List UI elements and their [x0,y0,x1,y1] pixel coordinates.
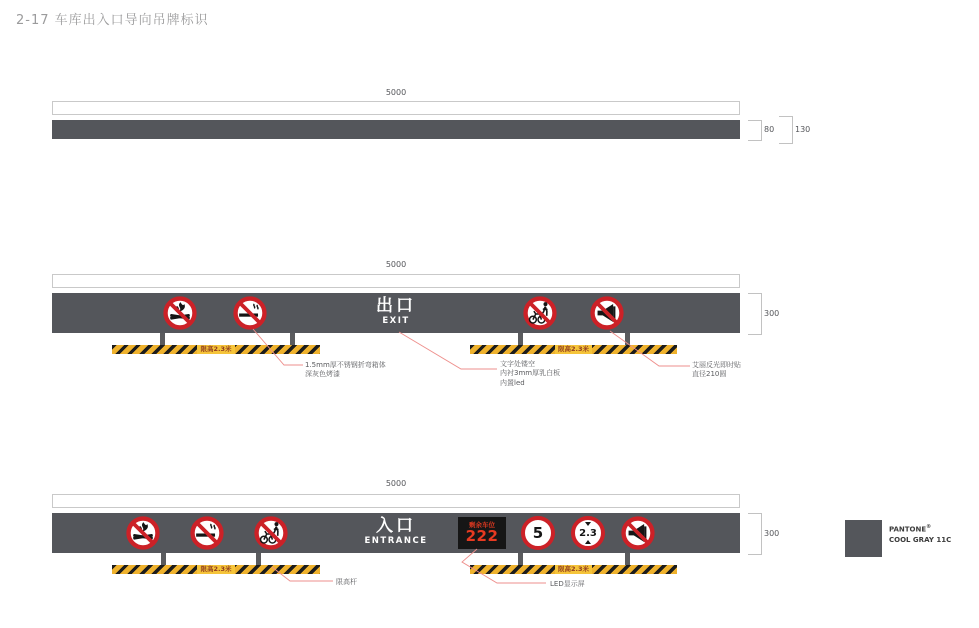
pantone-brand: PANTONE [889,525,927,534]
height-limit-tag: 限高2.3米 [555,345,592,355]
pantone-color-swatch [845,520,882,557]
entrance-hazard-bar-left [112,565,320,574]
entrance-height-dim-bracket [748,513,762,555]
anno-height-bar: 限高杆 [336,578,357,586]
exit-title-en: EXIT [382,315,410,326]
page-title: 2-17 车库出入口导向吊牌标识 [16,13,209,28]
rail-dim-80: 80 [764,125,775,134]
arrow-up-icon [585,540,591,544]
no-pedestrian-or-bicycle-icon [254,516,288,550]
no-smoking-icon [190,516,224,550]
registered-mark: ® [926,524,932,530]
led-spaces-count: 222 [465,527,499,546]
no-open-fire-icon [126,516,160,550]
entrance-title-cn: 入口 [376,516,416,536]
height-limit-tag: 限高2.3米 [555,565,592,575]
anno-led-screen: LED显示屏 [550,580,585,588]
entrance-height-dim: 300 [764,528,780,538]
pantone-label [889,524,951,545]
anno-lettering: 文字处镂空 内衬3mm厚乳白板 内置led [500,360,561,387]
height-limit-tag: 限高2.3米 [197,565,234,575]
no-horn-icon [621,516,655,550]
entrance-dim-bracket [52,494,740,508]
top-rail-width-dim: 5000 [385,88,407,97]
exit-height-dim: 300 [764,308,780,318]
entrance-right-icon-group [621,516,655,550]
exit-title-cn: 出口 [376,296,416,316]
speed-limit-icon: 5 [521,516,555,550]
anno-box-material: 1.5mm厚不锈钢折弯箱体 深灰色烤漆 [305,361,386,379]
entrance-hazard-bar-right [470,565,677,574]
pantone-code: COOL GRAY 11C [889,535,952,544]
arrow-down-icon [585,522,591,526]
entrance-width-dim: 5000 [385,479,407,488]
led-display-panel [458,517,506,549]
entrance-title-en: ENTRANCE [364,535,428,546]
led-spaces-label: 剩余车位 [469,520,495,529]
height-limit-icon: 2.3 [571,516,605,550]
anno-reflective-sticker: 艾丽反光即时贴 直径210圆 [692,361,741,379]
exit-width-dim: 5000 [385,260,407,269]
height-limit-tag: 限高2.3米 [197,345,234,355]
rail-dim-130: 130 [795,124,811,134]
entrance-left-icon-group [126,516,288,550]
